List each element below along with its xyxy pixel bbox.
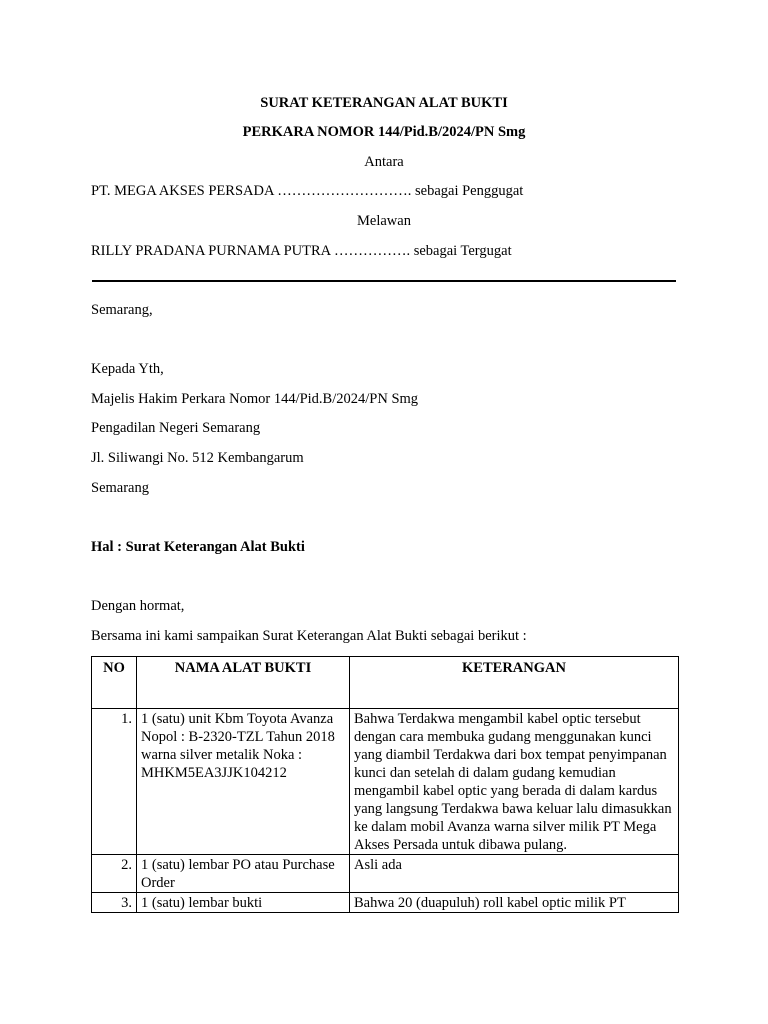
table-row: [92, 709, 679, 855]
recipient-city: Semarang: [91, 480, 149, 496]
table-header-row: [92, 657, 679, 709]
place-line: Semarang,: [91, 302, 153, 318]
table-row: [92, 893, 679, 913]
row-number: 1.: [92, 709, 137, 855]
column-header-description: KETERANGAN: [350, 657, 679, 709]
evidence-table: [91, 656, 679, 913]
row-number: 3.: [92, 893, 137, 913]
column-header-no: NO: [92, 657, 137, 709]
subject-line: Hal : Surat Keterangan Alat Bukti: [91, 539, 305, 555]
evidence-name: 1 (satu) lembar bukti: [137, 893, 350, 913]
plaintiff-line: PT. MEGA AKSES PERSADA ………………………. sebagai Penggugat: [91, 183, 524, 199]
between-label: Antara: [364, 154, 404, 170]
recipient-judge: Majelis Hakim Perkara Nomor 144/Pid.B/2024/PN Smg: [91, 391, 419, 407]
to-label: Kepada Yth,: [91, 361, 164, 377]
intro-paragraph: Bersama ini kami sampaikan Surat Keterangan Alat Bukti sebagai berikut :: [91, 628, 527, 644]
case-number: PERKARA NOMOR 144/Pid.B/2024/PN Smg: [242, 124, 526, 140]
recipient-court: Pengadilan Negeri Semarang: [91, 420, 261, 436]
document-title: SURAT KETERANGAN ALAT BUKTI: [260, 95, 508, 111]
greeting: Dengan hormat,: [91, 598, 185, 614]
evidence-name: 1 (satu) unit Kbm Toyota Avanza Nopol : B-2320-TZL Tahun 2018 warna silver metalik Noka : MHKM5EA3JJK104212: [137, 709, 350, 855]
recipient-address: Jl. Siliwangi No. 512 Kembangarum: [91, 450, 304, 466]
evidence-name: 1 (satu) lembar PO atau Purchase Order: [137, 855, 350, 893]
defendant-line: RILLY PRADANA PURNAMA PUTRA ……………. sebagai Tergugat: [91, 243, 512, 259]
table-row: [92, 855, 679, 893]
row-number: 2.: [92, 855, 137, 893]
evidence-description: Bahwa Terdakwa mengambil kabel optic tersebut dengan cara membuka gudang menggunakan kunci yang diambil Terdakwa dari box tempat penyimpanan kunci dan setelah di dalam gudang kemudian mengambil kabel optic yang berada di dalam kardus yang langsung Terdakwa bawa keluar lalu dimasukkan ke dalam mobil Avanza warna silver milik PT Mega Akses Persada untuk dibawa pulang.: [350, 709, 679, 855]
evidence-description: Bahwa 20 (duapuluh) roll kabel optic milik PT: [350, 893, 679, 913]
versus-label: Melawan: [357, 213, 411, 229]
column-header-name: NAMA ALAT BUKTI: [137, 657, 350, 709]
evidence-description: Asli ada: [350, 855, 679, 893]
